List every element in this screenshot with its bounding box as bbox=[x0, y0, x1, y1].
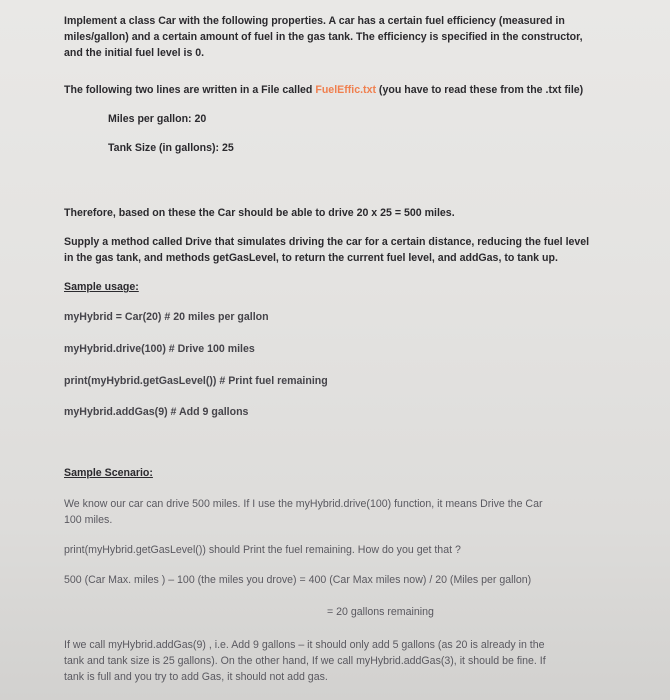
file-line-mpg: Miles per gallon: 20 bbox=[108, 113, 207, 125]
sample-scenario-heading: Sample Scenario: bbox=[64, 467, 153, 479]
scenario-line-3: print(myHybrid.getGasLevel()) should Print the fuel remaining. How do you get that ? bbox=[64, 544, 461, 556]
therefore-text: Therefore, based on these the Car should be able to drive 20 x 25 = 500 miles. bbox=[64, 207, 455, 219]
sample-usage-heading: Sample usage: bbox=[64, 281, 139, 293]
scenario-line-8: tank is full and you try to add Gas, it should not add gas. bbox=[64, 671, 328, 683]
file-name: FuelEffic.txt bbox=[315, 84, 376, 96]
usage-line-3: print(myHybrid.getGasLevel()) # Print fuel remaining bbox=[64, 375, 328, 387]
usage-line-2: myHybrid.drive(100) # Drive 100 miles bbox=[64, 343, 255, 355]
usage-line-1: myHybrid = Car(20) # 20 miles per gallon bbox=[64, 311, 269, 323]
usage-line-4: myHybrid.addGas(9) # Add 9 gallons bbox=[64, 406, 249, 418]
file-line-tank: Tank Size (in gallons): 25 bbox=[108, 142, 234, 154]
supply-line-1: Supply a method called Drive that simulates driving the car for a certain distance, reducing the fuel level bbox=[64, 236, 590, 248]
scenario-line-6: If we call myHybrid.addGas(9) , i.e. Add 9 gallons – it should only add 5 gallons (as 20 is already in the bbox=[64, 639, 545, 651]
scenario-line-1: We know our car can drive 500 miles. If I use the myHybrid.drive(100) function, it means Drive the Car bbox=[64, 498, 543, 510]
intro-line-2: miles/gallon) and a certain amount of fuel in the gas tank. The efficiency is specified in the constructor, bbox=[64, 31, 583, 43]
file-note-prefix: The following two lines are written in a File called bbox=[64, 84, 316, 96]
scenario-line-7: tank and tank size is 25 gallons). On the other hand, If we call myHybrid.addGas(3), it should be fine. If bbox=[64, 655, 546, 667]
scenario-result: = 20 gallons remaining bbox=[327, 606, 434, 618]
scenario-line-4: 500 (Car Max. miles ) – 100 (the miles you drove) = 400 (Car Max miles now) / 20 (Miles per gallon) bbox=[64, 574, 532, 586]
scenario-line-2: 100 miles. bbox=[64, 514, 113, 526]
file-note-suffix: (you have to read these from the .txt file) bbox=[375, 84, 584, 96]
supply-line-2: in the gas tank, and methods getGasLevel, to return the current fuel level, and addGas, to tank up. bbox=[64, 252, 558, 264]
intro-line-1: Implement a class Car with the following properties. A car has a certain fuel efficiency (measured in bbox=[64, 15, 565, 27]
file-note bbox=[64, 83, 583, 97]
intro-line-3: and the initial fuel level is 0. bbox=[64, 47, 205, 59]
